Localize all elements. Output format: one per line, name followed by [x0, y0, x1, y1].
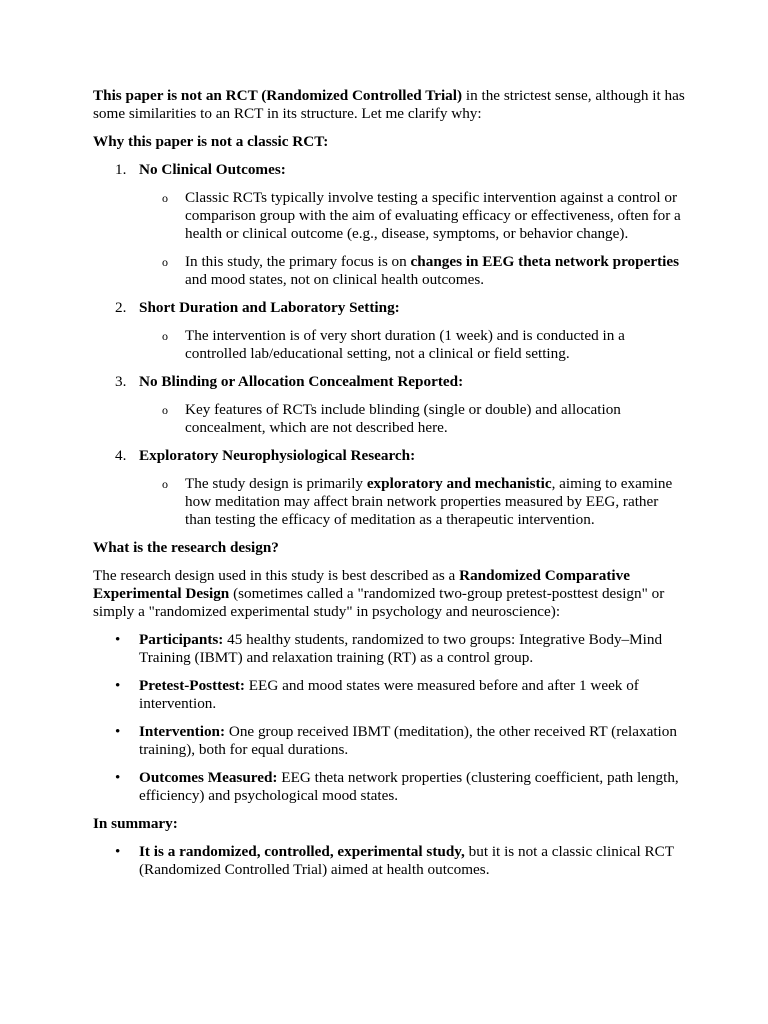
reason-point: o Classic RCTs typically involve testing a specific intervention against a control or comparison group with the aim of evaluating efficacy or effectiveness, often for a health or clinical outcome (e.g., disease, symptoms, or behavior change). — [162, 189, 681, 242]
bullet-marker: • — [115, 843, 121, 860]
reason-title: No Clinical Outcomes: — [139, 161, 286, 178]
reason-title: No Blinding or Allocation Concealment Reported: — [139, 373, 464, 390]
sub-bullet-marker: o — [162, 255, 168, 269]
design-list-item: • Outcomes Measured: EEG theta network properties (clustering coefficient, path length, efficiency) and psychological mood states. — [115, 769, 679, 804]
reason-item — [93, 447, 688, 465]
reason-title: Short Duration and Laboratory Setting: — [139, 299, 400, 316]
intro-bold: This paper is not an RCT (Randomized Controlled Trial) — [93, 87, 463, 104]
intro-paragraph — [93, 87, 688, 123]
intro-text: in the strictest sense, although it has some similarities to an RCT in its structure. Let me clarify why: — [93, 87, 685, 122]
reason-item — [93, 373, 688, 391]
sub-bullet-marker: o — [162, 191, 168, 205]
reason-number: 3. — [115, 373, 127, 390]
bullet-marker: • — [115, 677, 121, 694]
design-list — [93, 631, 688, 805]
sub-bullet-marker: o — [162, 477, 168, 491]
summary-list — [93, 843, 688, 879]
reason-point: o The intervention is of very short duration (1 week) and is conducted in a controlled lab/educational setting, not a clinical or field setting. — [162, 327, 625, 362]
reason-number: 4. — [115, 447, 127, 464]
bullet-marker: • — [115, 631, 121, 648]
reason-number: 1. — [115, 161, 127, 178]
reason-number: 2. — [115, 299, 127, 316]
reason-item — [93, 299, 688, 317]
reason-item — [93, 161, 688, 179]
bullet-marker: • — [115, 769, 121, 786]
summary-heading: In summary: — [93, 815, 178, 832]
design-heading: What is the research design? — [93, 539, 279, 556]
why-heading: Why this paper is not a classic RCT: — [93, 133, 329, 150]
bullet-marker: • — [115, 723, 121, 740]
reason-title: Exploratory Neurophysiological Research: — [139, 447, 416, 464]
design-list-item: • Intervention: One group received IBMT (meditation), the other received RT (relaxation training), both for equal durations. — [115, 723, 677, 758]
reason-point: o In this study, the primary focus is on changes in EEG theta network properties and mood states, not on clinical health outcomes. — [162, 253, 679, 288]
reason-point: o The study design is primarily exploratory and mechanistic, aiming to examine how meditation may affect brain network properties measured by EEG, rather than testing the efficacy of meditation as a therapeutic intervention. — [162, 475, 673, 528]
sub-bullet-marker: o — [162, 329, 168, 343]
sub-bullet-marker: o — [162, 403, 168, 417]
reason-point: o Key features of RCTs include blinding (single or double) and allocation concealment, which are not described here. — [162, 401, 621, 436]
design-paragraph: The research design used in this study is best described as a Randomized Comparative Experimental Design (sometimes called a "randomized two-group pretest-posttest design" or simply a "randomized experimental study" in psychology and neuroscience): — [93, 567, 665, 620]
reasons-list — [93, 161, 688, 529]
design-list-item: • Pretest-Posttest: EEG and mood states were measured before and after 1 week of intervention. — [115, 677, 639, 712]
summary-list-item: • It is a randomized, controlled, experimental study, but it is not a classic clinical RCT (Randomized Controlled Trial) aimed at health outcomes. — [115, 843, 674, 878]
design-list-item: • Participants: 45 healthy students, randomized to two groups: Integrative Body–Mind Training (IBMT) and relaxation training (RT) as a control group. — [115, 631, 663, 666]
